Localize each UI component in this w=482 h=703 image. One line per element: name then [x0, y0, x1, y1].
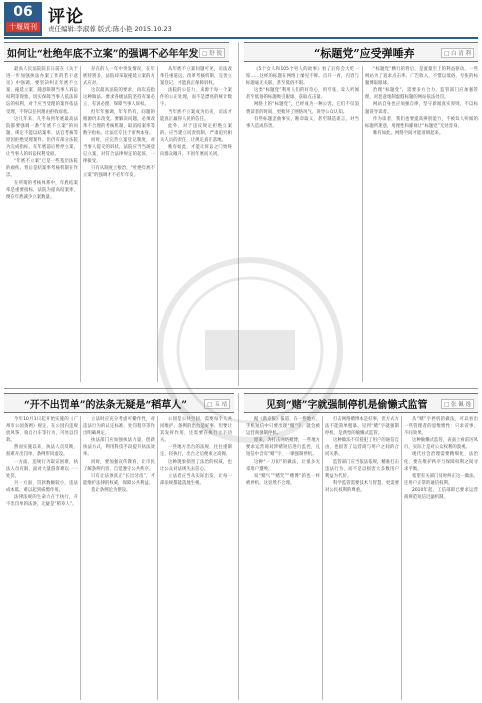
paragraph: 这类“标题党”利用人们的好奇心，用夸张、耸人听闻甚至低俗的标题吸引眼球，获取点击量。: [246, 88, 359, 101]
article-1-headline: 如何让“杜绝年底不立案”的强调不必年年发: [7, 49, 199, 60]
paragraph: 《5个女人和105个男人的故事》看了后你会大吃一惊……这样的标题在网络上屡见不鲜。点开一看，内容与标题毫无关联，甚至低俗不堪。: [246, 67, 359, 87]
paragraph: 一些地方出台的法规，往往重制定、轻执行，出台之后便束之高阁。: [160, 445, 232, 458]
paragraph: 据《新京报》报道，在一些地方，手机短信中只要出现“赌”字，就会被运营商强制停机。: [246, 417, 320, 437]
paragraph: 当年底不立案成为历史，司法才能真正赢得人民的信任。: [160, 109, 232, 122]
article-2-column-1: [246, 66, 359, 382]
paragraph: 同时，应完善立案登记制度，对当事人提交的诉状，法院应当当场登记立案，对符合法律规定的起诉，一律接受。: [83, 137, 155, 165]
paragraph: 然而实施以来，执法人员反映，很难开出罚单，条例形同虚设。: [6, 445, 78, 458]
article-4-column-1: [246, 416, 320, 700]
article-3-headline-bar: [4, 393, 234, 413]
paragraph: 监管部门应当依法依规，精准打击违法行为，而不是以损害大多数用户利益为代价。: [325, 459, 399, 479]
paragraph: 立法者应当从实际出发，让每一部法规都能落地生根。: [160, 473, 232, 486]
article-4-headline-bar: [244, 393, 478, 413]
paragraph: 同时，要加强宣传教育，让市民了解条例内容，自觉遵守公共秩序。: [83, 459, 155, 472]
article-2-headline-bar: [244, 42, 478, 62]
paragraph: 今年10月1日起开始实施的《广州市公园条例》规定，在公园内违规放风筝、骑自行车等行为，可处以罚款。: [6, 417, 78, 444]
paragraph: 有些标题歪曲事实，断章取义，甚至制造谣言，对当事人造成伤害。: [246, 116, 359, 129]
article-1-byline: □ 舒 锐: [199, 48, 225, 58]
paragraph: 从“赌”字停机的做法，可以看出一些管理者的思维惯性：只求省事，不问效果。: [404, 417, 478, 437]
paragraph: 原来，为打击网络赌博，一些地方要求运营商对涉赌短信进行监控，凡短信中含有“赌”字，一律强制停机。: [246, 438, 320, 458]
paragraph: 存在的人一年中突发情况，在年底特别多，法院却采取拖延立案的方式应对。: [83, 67, 155, 87]
paragraph: 网络上的“标题党”，已经成为一种公害。它们不仅浪费读者的时间，更败坏了网络风气，误导公众认知。: [246, 102, 359, 115]
paragraph: “年底不立案”已是一些基层法院的顽疾，背后是结案率考核机制在作祟。: [6, 159, 78, 179]
paragraph: 法院的公信力，来源于每一个案件的公正处理，而不是漂亮的统计数字。: [160, 88, 232, 108]
article-4-byline: □ 张 佩 逸: [441, 399, 474, 409]
paragraph: 说“赌气”“赌咒”“赌博”的也一样被停机，这显然不合理。: [246, 473, 320, 486]
paragraph: 打击网络赌博本是好事，但方式方法不能简单粗暴。见到“赌”字就强制停机，是典型的偷懒式监管。: [325, 417, 399, 437]
paragraph: 现代社会治理需要精细化、法治化，要在维护秩序与保障权利之间寻求平衡。: [404, 452, 478, 472]
paragraph: 这种偷懒式监管，表面上看雷厉风行，实际上是对公众权利的漠视。: [404, 438, 478, 451]
paragraph: 网站自身也应加强自律，坚守新闻真实原则，不以标题误导读者。: [365, 102, 478, 115]
paragraph: 只有从制度上根治，“杜绝年底不立案”的强调才不必年年发。: [83, 166, 155, 179]
issue-badge: [4, 2, 42, 36]
paragraph: 另一方面，罚款数额较小，违法成本低，难以起到威慑作用。: [6, 480, 78, 493]
article-1-headline-bar: [4, 42, 229, 62]
article-4-column-2: [325, 416, 399, 700]
paragraph: 此外，对于违反规定拒绝立案的，应当建立问责机制，严肃追究相关人员的责任，让规定真正落地。: [160, 123, 232, 143]
article-4-column-3: [404, 416, 478, 700]
paragraph: 希望有关部门及时纠正这一做法，还用户正常的通信权利。: [404, 473, 478, 486]
paragraph: 这几年来，几乎每到年底最高法院都要强调一番“年底不立案”的问题，规定不能以结案率、法官考核等原因拒绝受理案件。但仍有部分法院为完成指标，在年底前后暂停立案，让当事人的诉讼权利受损。: [6, 116, 78, 158]
section-title: 评论: [48, 7, 84, 27]
article-4-headline: 见到“赌”字就强制停机是偷懒式监管: [266, 400, 428, 411]
paragraph: “标题党”横行的背后，是流量至上的利益驱动。一些网站为了追求点击率、广告收入，不惜以低俗、夸张的标题博取眼球。: [365, 67, 478, 87]
article-3-headline: “开不出罚单”的法条无疑是“稻草人”: [24, 400, 188, 411]
paper-name: 十堰周刊: [6, 22, 40, 32]
paragraph: 立法时应充分考虑可操作性，对违法行为的认定标准、处罚程序等作出明确规定。: [83, 417, 155, 437]
paragraph: 只有让法条真正“长出牙齿”，才能维护法律的权威，保障公共利益。: [83, 473, 155, 486]
paragraph: 公园是公共空间，需要每个人共同维护。条例的出台是好事，但要让其发挥作用，还需要在执行上下功夫。: [160, 417, 232, 444]
column-divider: [157, 416, 158, 700]
column-divider: [401, 416, 402, 700]
article-1-column-2: [83, 66, 155, 382]
article-3-column-1: [6, 416, 78, 700]
paragraph: 但年年强调，年年仍有，问题的根源仍未改变。要解决问题，必须改革不合理的考核机制，取消结案率等数字指标，让法官专注于审判本身。: [83, 109, 155, 136]
paragraph: 这次最高法院的要求，再次直指这种做法。要求各级法院坚持有案必立、有诉必理，保障当事人诉权。: [83, 88, 155, 108]
paragraph: 唯有如此，才能让诉讼之门始终向群众敞开，不因年底而关闭。: [160, 145, 232, 158]
paragraph: 这种现象损害了法治的权威，也让公众对法规失去信心。: [160, 459, 232, 472]
article-3-byline: □ 韦 靖: [204, 399, 230, 409]
article-2-byline: □ 白 清 利: [441, 48, 474, 58]
paragraph: 在所谓的考核体系中，年底结案率是重要指标，法院为提高结案率，便在年底减少立案数量。: [6, 180, 78, 200]
paragraph: 莫让条例沦为摆设。: [91, 487, 131, 493]
section-divider: [238, 42, 239, 386]
paragraph: 治理“标题党”，需要多方合力。监管部门应加强管理，对恶意炮制虚假标题的网站依法处罚。: [365, 88, 478, 101]
paragraph: 最高人民法院院长日前在《关于进一步加强执法办案工作的若干意见》中强调，要坚决纠正年底不立案、拖延立案、随意限制当事人诉讼权利等现象，切实保障当事人依法诉讼的权利，对于应当受理的案件依法受理，不得以任何理由拒收诉状。: [6, 67, 78, 115]
column-divider: [80, 416, 81, 700]
section-divider-horizontal: [4, 388, 478, 389]
paragraph: 唯有如此，网络空间才能清朗起来。: [373, 130, 444, 136]
paragraph: 2010年起，工信部即已要求运营商规范短信过滤机制。: [404, 487, 478, 501]
paragraph: 科学监管需要技术与智慧，更需要对公民权利的尊重。: [325, 480, 399, 493]
article-1-column-3: [160, 66, 232, 382]
paragraph: 这种做法不仅侵犯了用户的通信自由，也损害了运营商与用户之间的合同关系。: [325, 438, 399, 458]
column-divider: [322, 416, 323, 700]
column-divider: [80, 66, 81, 382]
paragraph: 从年底不立案问题可见，司法改革任重道远。改革考核机制，完善立案登记，才能真正保障诉权。: [160, 67, 232, 87]
article-2-headline: “标题党”应受弹唾弃: [314, 47, 415, 60]
header-rule: [4, 37, 478, 39]
column-divider: [157, 66, 158, 382]
paragraph: 一方面，违规行为取证困难，执法人员有限，面对大量游客难以一一处罚。: [6, 459, 78, 479]
article-2-column-2: [365, 66, 478, 382]
column-divider: [362, 66, 363, 382]
paragraph: 作为读者，我们也要提高辨别能力，不被耸人听闻的标题所迷惑，用理性和鄙视让“标题党”无处容身。: [365, 116, 478, 129]
article-3-column-3: [160, 416, 232, 700]
paragraph: 法律法规的生命力在于执行，开不出罚单的法条，无疑是“稻草人”。: [6, 495, 78, 508]
issue-number: 06: [13, 4, 33, 20]
article-3-column-2: [83, 416, 155, 700]
article-1-column-1: [6, 66, 78, 382]
editor-meta: 责任编辑:李淑蓉 版式:陈小艳 2015.10.23: [48, 25, 172, 33]
section-divider: [238, 393, 239, 700]
page-header: [0, 0, 482, 40]
paragraph: 执法部门应加强执法力量，创新执法方式，利用科技手段提升执法效率。: [83, 438, 155, 458]
paragraph: 这种“一刀切”的做法，让很多无辜用户遭殃。: [246, 459, 320, 472]
